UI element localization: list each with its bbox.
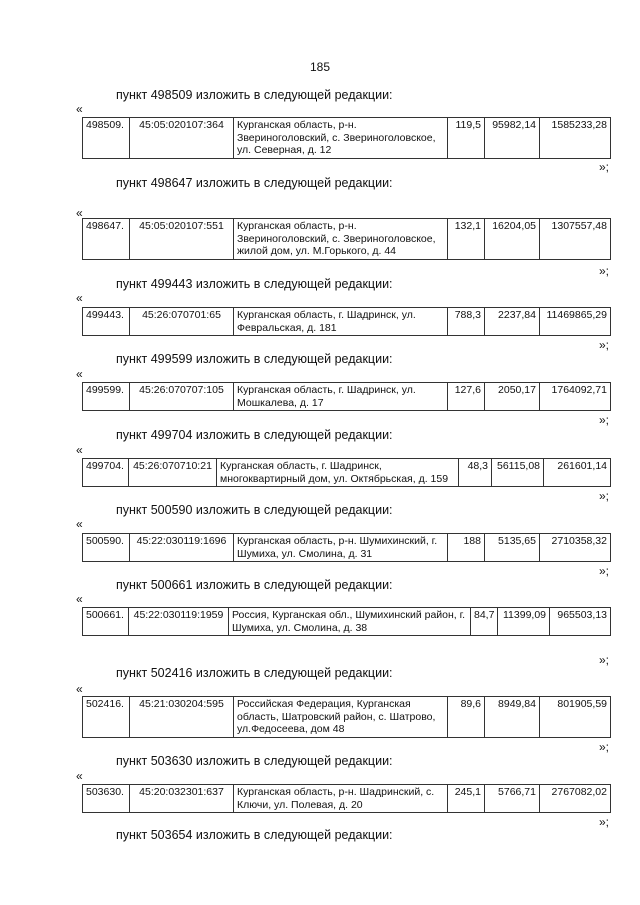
- open-quote: «: [76, 443, 83, 457]
- specific-value-cell: 2050,17: [485, 383, 540, 411]
- row-number-cell: 502416.: [83, 697, 130, 738]
- specific-value-cell: 2237,84: [485, 308, 540, 336]
- property-table: [82, 607, 611, 636]
- row-number-cell: 499599.: [83, 383, 130, 411]
- cadastral-number-cell: 45:26:070707:105: [130, 383, 234, 411]
- close-quote: »;: [598, 264, 609, 278]
- cadastral-value-cell: 1764092,71: [540, 383, 611, 411]
- specific-value-cell: 11399,09: [498, 608, 550, 636]
- property-table: [82, 218, 611, 260]
- close-quote: »;: [598, 338, 609, 352]
- specific-value-cell: 5135,65: [485, 534, 540, 562]
- row-number-cell: 499443.: [83, 308, 130, 336]
- address-cell: Курганская область, р-н. Звериноголовский, с. Звериноголовское, жилой дом, ул. М.Горького, д. 44: [234, 219, 448, 260]
- cadastral-number-cell: 45:26:070701:65: [130, 308, 234, 336]
- cadastral-number-cell: 45:26:070710:21: [129, 459, 217, 487]
- table-row: [83, 118, 611, 159]
- last-heading: пункт 503654 изложить в следующей редакции:: [116, 828, 393, 842]
- section-heading: пункт 499443 изложить в следующей редакции:: [116, 277, 393, 291]
- row-number-cell: 498509.: [83, 118, 130, 159]
- area-cell: 788,3: [448, 308, 485, 336]
- specific-value-cell: 8949,84: [485, 697, 540, 738]
- row-number-cell: 498647.: [83, 219, 130, 260]
- property-table: [82, 382, 611, 411]
- section-heading: пункт 500661 изложить в следующей редакции:: [116, 578, 393, 592]
- table-row: [83, 219, 611, 260]
- open-quote: «: [76, 367, 83, 381]
- close-quote: »;: [598, 815, 609, 829]
- open-quote: «: [76, 592, 83, 606]
- open-quote: «: [76, 206, 83, 220]
- area-cell: 245,1: [448, 785, 485, 813]
- specific-value-cell: 56115,08: [492, 459, 544, 487]
- section-heading: пункт 499599 изложить в следующей редакции:: [116, 352, 393, 366]
- property-table: [82, 784, 611, 813]
- address-cell: Курганская область, г. Шадринск, многоквартирный дом, ул. Октябрьская, д. 159: [217, 459, 459, 487]
- cadastral-value-cell: 965503,13: [550, 608, 611, 636]
- property-table: [82, 533, 611, 562]
- cadastral-number-cell: 45:05:020107:551: [130, 219, 234, 260]
- table-row: [83, 534, 611, 562]
- address-cell: Курганская область, р-н. Шумихинский, г. Шумиха, ул. Смолина, д. 31: [234, 534, 448, 562]
- row-number-cell: 499704.: [83, 459, 129, 487]
- section-heading: пункт 498509 изложить в следующей редакции:: [116, 88, 393, 102]
- property-table: [82, 117, 611, 159]
- row-number-cell: 500590.: [83, 534, 130, 562]
- close-quote: »;: [598, 160, 609, 174]
- address-cell: Курганская область, р-н. Звериноголовский, с. Звериноголовское, ул. Северная, д. 12: [234, 118, 448, 159]
- area-cell: 188: [448, 534, 485, 562]
- area-cell: 119,5: [448, 118, 485, 159]
- specific-value-cell: 16204,05: [485, 219, 540, 260]
- address-cell: Россия, Курганская обл., Шумихинский район, г. Шумиха, ул. Смолина, д. 38: [229, 608, 471, 636]
- open-quote: «: [76, 769, 83, 783]
- close-quote: »;: [598, 564, 609, 578]
- table-row: [83, 608, 611, 636]
- address-cell: Российская Федерация, Курганская область, Шатровский район, с. Шатрово, ул.Федосеева, дом 48: [234, 697, 448, 738]
- property-table: [82, 696, 611, 738]
- table-row: [83, 383, 611, 411]
- cadastral-value-cell: 261601,14: [544, 459, 611, 487]
- table-row: [83, 697, 611, 738]
- cadastral-value-cell: 11469865,29: [540, 308, 611, 336]
- close-quote: »;: [598, 413, 609, 427]
- area-cell: 132,1: [448, 219, 485, 260]
- cadastral-number-cell: 45:22:030119:1959: [129, 608, 229, 636]
- cadastral-value-cell: 1307557,48: [540, 219, 611, 260]
- property-table: [82, 458, 611, 487]
- area-cell: 84,7: [471, 608, 498, 636]
- address-cell: Курганская область, г. Шадринск, ул. Мошкалева, д. 17: [234, 383, 448, 411]
- section-heading: пункт 498647 изложить в следующей редакции:: [116, 176, 393, 190]
- table-row: [83, 308, 611, 336]
- row-number-cell: 500661.: [83, 608, 129, 636]
- cadastral-value-cell: 1585233,28: [540, 118, 611, 159]
- specific-value-cell: 5766,71: [485, 785, 540, 813]
- close-quote: »;: [598, 740, 609, 754]
- open-quote: «: [76, 517, 83, 531]
- cadastral-number-cell: 45:05:020107:364: [130, 118, 234, 159]
- open-quote: «: [76, 682, 83, 696]
- row-number-cell: 503630.: [83, 785, 130, 813]
- section-heading: пункт 502416 изложить в следующей редакции:: [116, 666, 393, 680]
- section-heading: пункт 500590 изложить в следующей редакции:: [116, 503, 393, 517]
- cadastral-value-cell: 2767082,02: [540, 785, 611, 813]
- table-row: [83, 785, 611, 813]
- close-quote: »;: [598, 489, 609, 503]
- section-heading: пункт 503630 изложить в следующей редакции:: [116, 754, 393, 768]
- cadastral-value-cell: 2710358,32: [540, 534, 611, 562]
- property-table: [82, 307, 611, 336]
- cadastral-number-cell: 45:22:030119:1696: [130, 534, 234, 562]
- close-quote: »;: [598, 653, 609, 667]
- area-cell: 89,6: [448, 697, 485, 738]
- cadastral-number-cell: 45:21:030204:595: [130, 697, 234, 738]
- area-cell: 48,3: [459, 459, 492, 487]
- section-heading: пункт 499704 изложить в следующей редакции:: [116, 428, 393, 442]
- open-quote: «: [76, 291, 83, 305]
- address-cell: Курганская область, р-н. Шадринский, с. Ключи, ул. Полевая, д. 20: [234, 785, 448, 813]
- cadastral-number-cell: 45:20:032301:637: [130, 785, 234, 813]
- address-cell: Курганская область, г. Шадринск, ул. Февральская, д. 181: [234, 308, 448, 336]
- area-cell: 127,6: [448, 383, 485, 411]
- open-quote: «: [76, 102, 83, 116]
- specific-value-cell: 95982,14: [485, 118, 540, 159]
- page-number: 185: [309, 60, 331, 74]
- table-row: [83, 459, 611, 487]
- cadastral-value-cell: 801905,59: [540, 697, 611, 738]
